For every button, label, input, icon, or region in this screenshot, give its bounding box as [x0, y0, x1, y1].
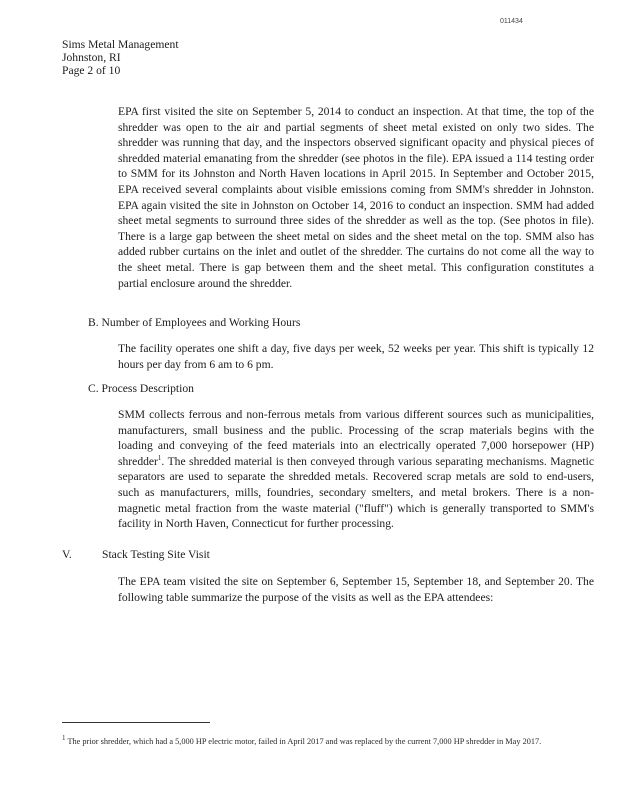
footnote-reference: 1 [157, 453, 162, 462]
footnote [62, 736, 582, 747]
section-a-paragraph: EPA first visited the site on September 5, 2014 to conduct an inspection. At that time, the top of the shredder was open to the air and partial segments of sheet metal existed on only two sides. The shredder was running that day, and the inspectors observed significant opacity and physical pieces of shredded material emanating from the shredder (see photos in the file). EPA issued a 114 testing order to SMM for its Johnston and North Haven locations in April 2015. In September and October 2015, EPA received several complaints about visible emissions coming from SMM's shredder in Johnston. EPA again visited the site in Johnston on October 14, 2016 to conduct an inspection. SMM had added sheet metal segments to surround three sides of the shredder as well as the top. (See photos in file). There is a large gap between the sheet metal on sides and the sheet metal on the top. SMM also has added rubber curtains on the inlet and outlet of the shredder. The curtains do not come all the way to the sheet metal. There is gap between them and the sheet metal. This configuration constitutes a partial enclosure around the shredder. [118, 105, 594, 290]
footnote-marker: 1 [62, 734, 66, 743]
section-v-paragraph: The EPA team visited the site on September 6, September 15, September 18, and September 20. The following table summarize the purpose of the visits as well as the EPA attendees: [118, 575, 594, 604]
footnote-text: The prior shredder, which had a 5,000 HP electric motor, failed in April 2017 and was replaced by the current 7,000 HP shredder in May 2017. [67, 737, 542, 746]
section-b-paragraph: The facility operates one shift a day, five days per week, 52 weeks per year. This shift is typically 12 hours per day from 6 am to 6 pm. [118, 342, 594, 371]
section-c-heading: C. Process Description [88, 382, 194, 395]
page-header [62, 38, 179, 77]
section-v-title: Stack Testing Site Visit [102, 548, 210, 561]
section-v-number: V. [62, 548, 72, 561]
bates-number: 011434 [500, 18, 523, 25]
section-c-text-after-note: . The shredded material is then conveyed through various separating mechanisms. Magnetic separators are used to separate the shredded metals. Recovered scrap metals are sold to end-users, such as manufacturers, mills, foundries, secondary smelters, and metal brokers. There is a non-magnetic metal fraction from the waste material ("fluff") which is generally transported to SMM's facility in North Haven, Connecticut for further processing. [118, 454, 594, 531]
company-name: Sims Metal Management [62, 38, 179, 51]
site-location: Johnston, RI [62, 51, 121, 64]
footnote-divider [62, 722, 210, 723]
section-b-heading: B. Number of Employees and Working Hours [88, 316, 301, 329]
section-c-text-before-note: SMM collects ferrous and non-ferrous metals from various different sources such as municipalities, manufacturers, small business and the public. Processing of the scrap materials begins with the loading and conveying of the feed materials into an electrically operated 7,000 horsepower (HP) shredder [118, 408, 594, 468]
section-c-paragraph [118, 407, 594, 532]
page-number: Page 2 of 10 [62, 64, 121, 77]
section-v-heading [62, 548, 210, 562]
